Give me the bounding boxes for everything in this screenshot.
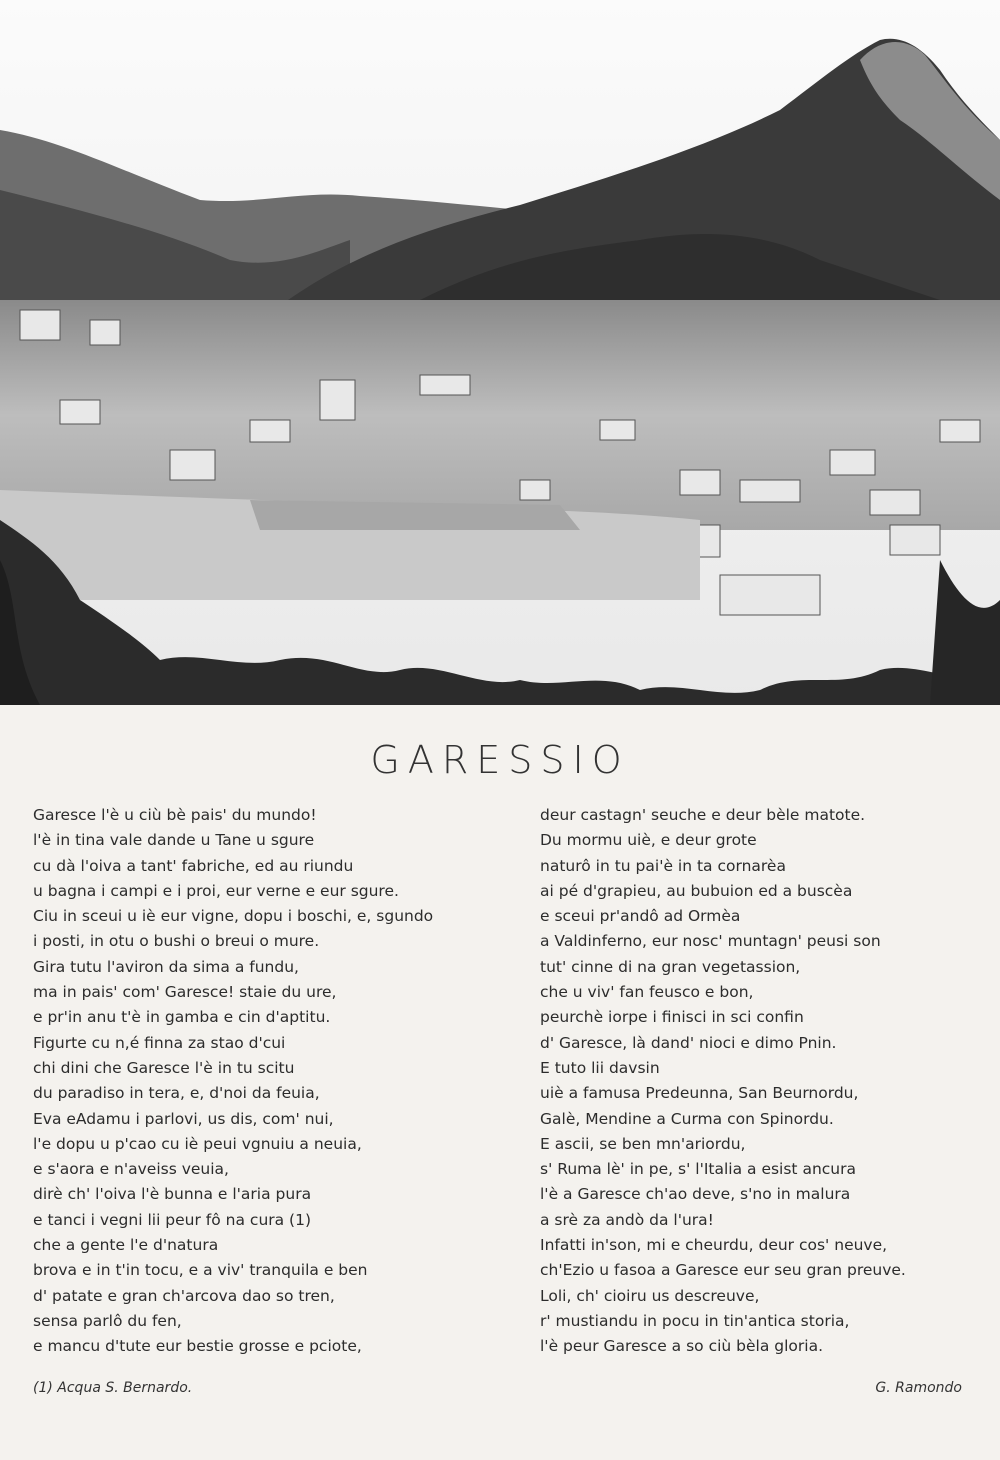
poem-line: Garesce l'è u ciù bè pais' du mundo!: [33, 806, 317, 824]
poem-line: ma in pais' com' Garesce! staie du ure,: [33, 983, 337, 1002]
author-signature: G. Ramondo: [875, 1380, 962, 1396]
poem-line: sensa parlô du fen,: [33, 1311, 182, 1330]
poem-line: brova e in t'in tocu, e a viv' tranquila e ben: [33, 1261, 368, 1280]
poem-line: deur castagn' seuche e deur bèle matote.: [540, 806, 866, 824]
poem-line: Gira tutu l'aviron da sima a fundu,: [33, 957, 299, 976]
poem-line: l'è a Garesce ch'ao deve, s'no in malura: [540, 1185, 851, 1204]
poem-line: Loli, ch' cioiru us descreuve,: [540, 1286, 760, 1305]
footnote: (1) Acqua S. Bernardo.: [33, 1380, 193, 1396]
town-area: [0, 300, 1000, 530]
poem-line: che a gente l'e d'natura: [33, 1236, 219, 1255]
poem-line: ai pé d'grapieu, au bubuion ed a buscèa: [540, 881, 853, 900]
poem-line: e mancu d'tute eur bestie grosse e pciote,: [33, 1337, 362, 1356]
poem-line: r' mustiandu in pocu in tin'antica storia,: [540, 1311, 850, 1330]
poem-line: d' patate e gran ch'arcova dao so tren,: [33, 1286, 335, 1305]
poem-left-column: [33, 803, 503, 1360]
poem-line: che u viv' fan feusco e bon,: [540, 983, 754, 1002]
poem-line: du paradiso in tera, e, d'noi da feuia,: [33, 1084, 320, 1103]
poem-line: chi dini che Garesce l'è in tu scitu: [33, 1058, 295, 1077]
poem-line: cu dà l'oiva a tant' fabriche, ed au riundu: [33, 856, 354, 875]
poem-line: ch'Ezio u fasoa a Garesce eur seu gran preuve.: [540, 1261, 906, 1280]
poem-line: Eva eAdamu i parlovi, us dis, com' nui,: [33, 1109, 334, 1128]
poem-right-column: [540, 803, 980, 1360]
poem-line: naturô in tu pai'è in ta cornarèa: [540, 856, 786, 875]
poem-line: d' Garesce, là dand' nioci e dimo Pnin.: [540, 1033, 837, 1052]
poem-line: peurchè iorpe i finisci in sci confin: [540, 1008, 804, 1027]
poem-line: Figurte cu n,é finna za stao d'cui: [33, 1033, 286, 1052]
poem-line: Infatti in'son, mi e cheurdu, deur cos' neuve,: [540, 1236, 888, 1255]
poem-line: a srè za andò da l'ura!: [540, 1210, 714, 1229]
poem-line: uiè a famusa Predeunna, San Beurnordu,: [540, 1084, 859, 1103]
poem-line: Du mormu uiè, e deur grote: [540, 831, 757, 850]
poem-line: e pr'in anu t'è in gamba e cin d'aptitu.: [33, 1008, 331, 1027]
poem-line: dirè ch' l'oiva l'è bunna e l'aria pura: [33, 1185, 312, 1204]
poem-line: l'è peur Garesce a so ciù bèla gloria.: [540, 1337, 823, 1356]
poem-line: i posti, in otu o bushi o breui o mure.: [33, 932, 320, 951]
garessio-panorama-photo: [0, 0, 1000, 705]
poem-line: e tanci i vegni lii peur fô na cura (1): [33, 1210, 312, 1229]
poem-line: Galè, Mendine a Curma con Spinordu.: [540, 1109, 834, 1128]
poem-title: GARESSIO: [370, 738, 630, 782]
poem-line: s' Ruma lè' in pe, s' l'Italia a esist ancura: [540, 1160, 856, 1179]
poem-line: Ciu in sceui u iè eur vigne, dopu i boschi, e, sgundo: [33, 907, 434, 926]
poem-line: a Valdinferno, eur nosc' muntagn' peusi son: [540, 932, 881, 951]
poem-line: E ascii, se ben mn'ariordu,: [540, 1134, 746, 1153]
poem-line: E tuto lii davsin: [540, 1058, 660, 1077]
poem-line: tut' cinne di na gran vegetassion,: [540, 957, 801, 976]
poem-line: u bagna i campi e i proi, eur verne e eur sgure.: [33, 881, 399, 900]
poem-line: e sceui pr'andô ad Ormèa: [540, 907, 741, 926]
poem-line: l'è in tina vale dande u Tane u sgure: [33, 831, 315, 850]
poem-line: e s'aora e n'aveiss veuia,: [33, 1160, 229, 1179]
poem-line: l'e dopu u p'cao cu iè peui vgnuiu a neuia,: [33, 1134, 362, 1153]
